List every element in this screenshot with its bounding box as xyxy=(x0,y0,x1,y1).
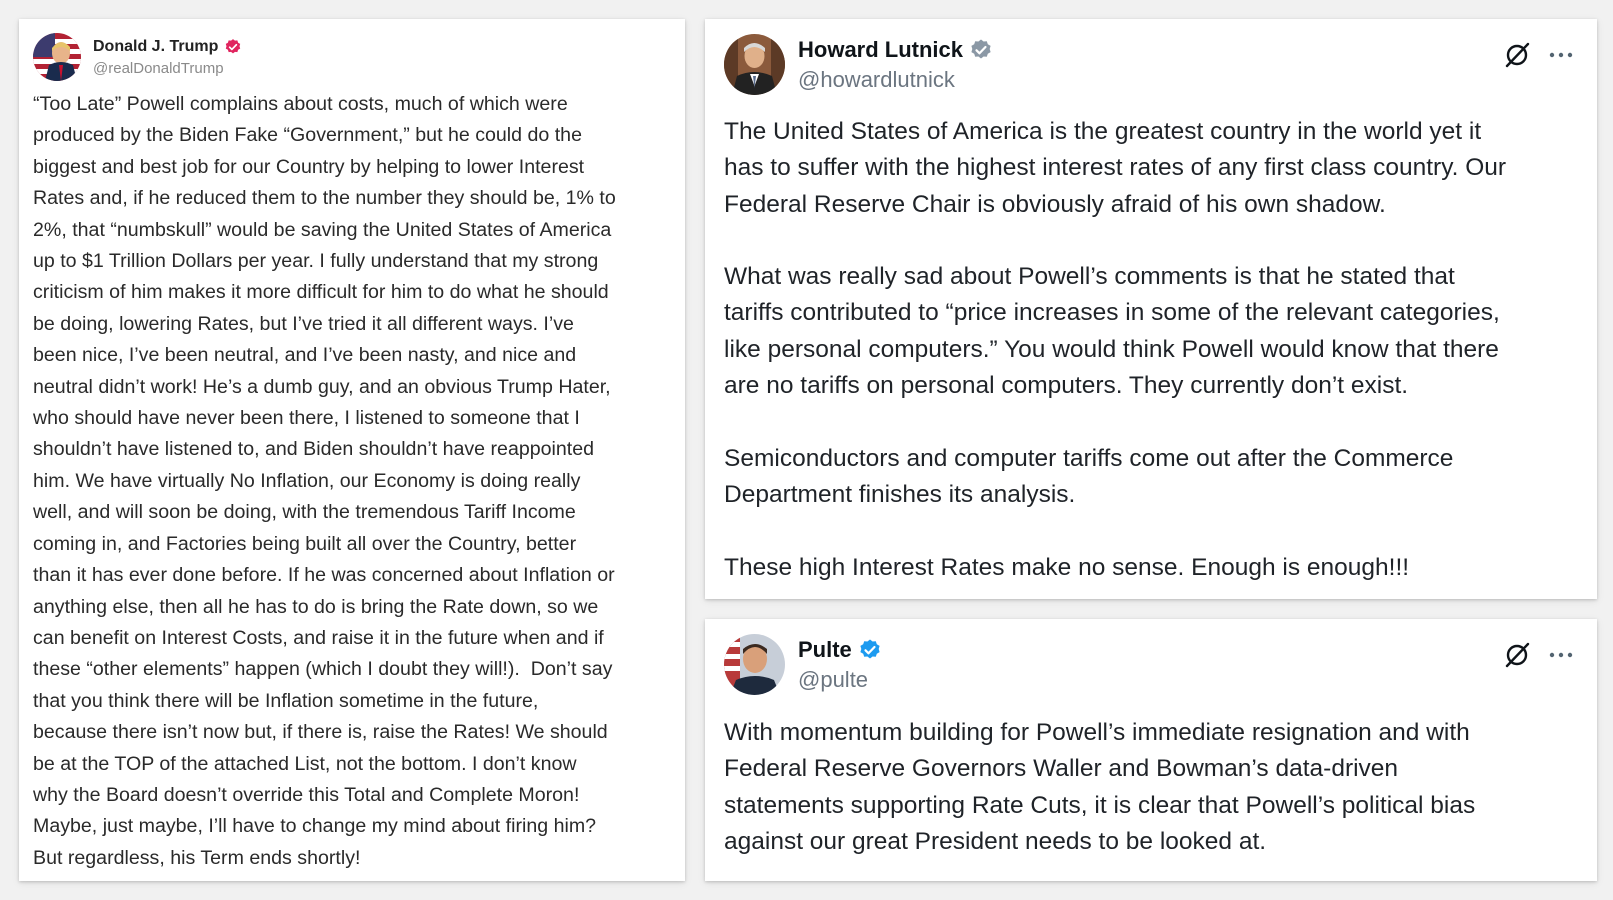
verified-badge-icon xyxy=(224,38,242,56)
post-header xyxy=(724,634,882,695)
handle[interactable]: @realDonaldTrump xyxy=(93,59,224,77)
post-header xyxy=(33,33,242,81)
handle[interactable]: @howardlutnick xyxy=(798,66,955,92)
post-actions xyxy=(1503,41,1573,69)
post-text: With momentum building for Powell’s immediate resignation and with Federal Reserve Governors Waller and Bowman’s data-driven statements supporting Rate Cuts, it is clear that Powell’s political bias against our great President needs to be looked at. xyxy=(724,719,1476,855)
avatar[interactable] xyxy=(33,33,81,81)
avatar[interactable] xyxy=(724,34,785,95)
more-icon[interactable] xyxy=(1549,51,1573,59)
avatar[interactable] xyxy=(724,634,785,695)
display-name[interactable]: Howard Lutnick xyxy=(798,36,964,62)
display-name[interactable]: Donald J. Trump xyxy=(93,37,219,55)
more-icon[interactable] xyxy=(1549,651,1573,659)
verified-badge-icon xyxy=(969,38,993,62)
handle[interactable]: @pulte xyxy=(798,666,869,692)
display-name[interactable]: Pulte xyxy=(798,636,852,662)
post-text: The United States of America is the greatest country in the world yet it has to suffer with the highest interest rates of any first class country. Our Federal Reserve Chair is obviously afraid of his own shadow. What was really sad about Powell’s comments is that he stated that tariffs contributed to “price increases in some of the relevant categories, like personal computers.” You would think Powell would know that there are no tariffs on personal computers. They currently don’t exist. Semiconductors and computer tariffs come out after the Commerce Department finishes its analysis. These high Interest Rates make no sense. Enough is enough!!! xyxy=(724,118,1507,581)
pulte-post-card xyxy=(705,619,1597,881)
post-actions xyxy=(1503,641,1573,669)
grok-icon[interactable] xyxy=(1503,41,1531,69)
post-header xyxy=(724,34,993,95)
verified-badge-icon xyxy=(858,638,882,662)
trump-post-card xyxy=(19,19,685,881)
post-text: “Too Late” Powell complains about costs, much of which were produced by the Biden Fake “Government,” but he could do the biggest and best job for our Country by helping to lower Interest Rates and, if he reduced them to the number they should be, 1% to 2%, that “numbskull” would be saving the United States of America up to $1 Trillion Dollars per year. I fully understand that my strong criticism of him makes it more difficult for him to do what he should be doing, lowering Rates, but I’ve tried it all different ways. I’ve been nice, I’ve been neutral, and I’ve been nasty, and nice and neutral didn’t work! He’s a dumb guy, and an obvious Trump Hater, who should have never been there, I listened to someone that I shouldn’t have listened to, and Biden shouldn’t have reappointed him. We have virtually No Inflation, our Economy is doing really well, and will soon be doing, with the tremendous Tariff Income coming in, and Factories being built all over the Country, better than it has ever done before. If he was concerned about Inflation or anything else, then all he has to do is bring the Rate down, so we can benefit on Interest Costs, and raise it in the future when and if these “other elements” happen (which I doubt they will!). Don’t say that you think there will be Inflation sometime in the future, because there isn’t now but, if there is, raise the Rates! We should be at the TOP of the attached List, not the bottom. I don’t know why the Board doesn’t override this Total and Complete Moron! Maybe, just maybe, I’ll have to change my mind about firing him? But regardless, his Term ends shortly! xyxy=(33,93,616,869)
grok-icon[interactable] xyxy=(1503,641,1531,669)
lutnick-post-card xyxy=(705,19,1597,599)
